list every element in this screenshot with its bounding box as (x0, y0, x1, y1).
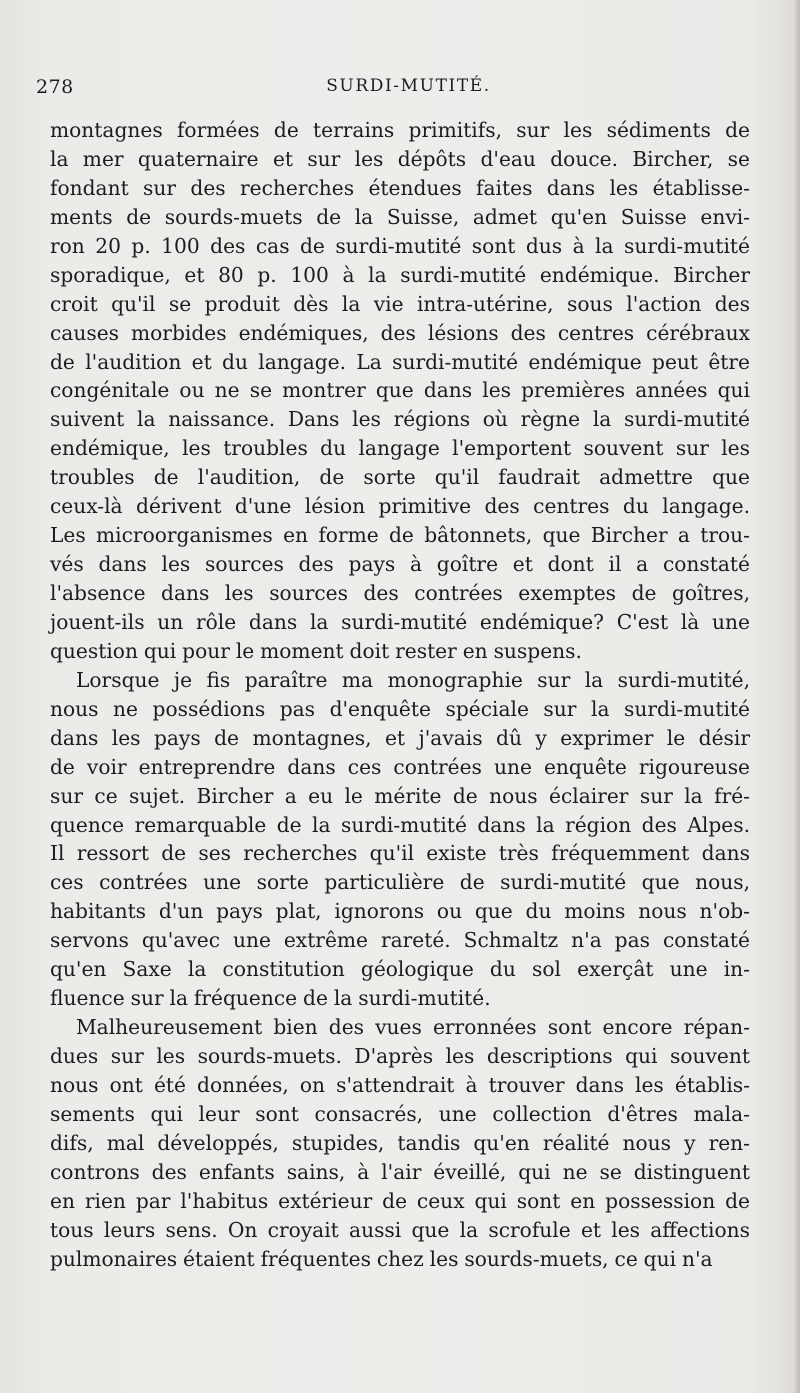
text-line: Les microorganismes en forme de bâtonnets, que Bircher a trou- (50, 523, 750, 548)
text-line: nous ont été données, on s'attendrait à trouver dans les établis- (50, 1072, 750, 1097)
text-line: sements qui leur sont consacrés, une collection d'êtres mala- (50, 1101, 750, 1126)
text-line: sur ce sujet. Bircher a eu le mérite de nous éclairer sur la fré- (50, 783, 750, 808)
text-line: Il ressort de ses recherches qu'il existe très fréquemment dans (50, 841, 750, 866)
text-line: causes morbides endémiques, des lésions des centres cérébraux (50, 320, 750, 345)
text-line: de voir entreprendre dans ces contrées une enquête rigoureuse (50, 754, 750, 779)
text-line: servons qu'avec une extrême rareté. Schmaltz n'a pas constaté (50, 928, 750, 953)
paragraph (50, 116, 750, 666)
paragraph (50, 1013, 750, 1273)
text-line: habitants d'un pays plat, ignorons ou que du moins nous n'ob- (50, 899, 750, 924)
text-line: tous leurs sens. On croyait aussi que la scrofule et les affections (50, 1217, 750, 1242)
page-header (36, 76, 736, 106)
text-line: nous ne possédions pas d'enquête spéciale sur la surdi-mutité (50, 696, 750, 721)
paragraph (50, 666, 750, 1013)
text-line: ces contrées une sorte particulière de surdi-mutité que nous, (50, 870, 750, 895)
text-line: question qui pour le moment doit rester en suspens. (50, 638, 582, 663)
text-line: dans les pays de montagnes, et j'avais dû y exprimer le désir (50, 725, 750, 750)
text-line: vés dans les sources des pays à goître et dont il a constaté (50, 552, 750, 577)
text-line: suivent la naissance. Dans les régions où règne la surdi-mutité (50, 407, 750, 432)
text-line: de l'audition et du langage. La surdi-mutité endémique peut être (50, 349, 750, 374)
text-line: Lorsque je fis paraître ma monographie sur la surdi-mutité, (76, 667, 750, 692)
text-line: Malheureusement bien des vues erronnées sont encore répan- (76, 1015, 750, 1040)
text-line: congénitale ou ne se montrer que dans les premières années qui (50, 378, 750, 403)
text-line: dues sur les sourds-muets. D'après les descriptions qui souvent (50, 1044, 750, 1068)
running-title: SURDI-MUTITÉ. (326, 76, 491, 96)
text-line: endémique, les troubles du langage l'emportent souvent sur les (50, 436, 750, 461)
page-edge-shadow (794, 0, 800, 1393)
text-line: controns des enfants sains, à l'air éveillé, qui ne se distinguent (50, 1159, 750, 1184)
text-line: fluence sur la fréquence de la surdi-mutité. (50, 986, 491, 1011)
text-line: l'absence dans les sources des contrées exemptes de goîtres, (50, 581, 750, 605)
text-line: la mer quaternaire et sur les dépôts d'eau douce. Bircher, se (50, 146, 750, 171)
text-line: quence remarquable de la surdi-mutité dans la région des Alpes. (50, 812, 750, 837)
body-text (50, 116, 750, 1274)
page-number: 278 (36, 76, 74, 98)
text-line: en rien par l'habitus extérieur de ceux qui sont en possession de (50, 1188, 750, 1213)
text-line: croit qu'il se produit dès la vie intra-utérine, sous l'action des (50, 291, 750, 316)
text-line: pulmonaires étaient fréquentes chez les sourds-muets, ce qui n'a (50, 1246, 713, 1271)
text-line: fondant sur des recherches étendues faites dans les établisse- (50, 175, 750, 200)
text-line: montagnes formées de terrains primitifs, sur les sédiments de (50, 118, 750, 142)
text-line: qu'en Saxe la constitution géologique du sol exerçât une in- (50, 957, 750, 982)
text-line: difs, mal développés, stupides, tandis qu'en réalité nous y ren- (50, 1130, 750, 1155)
text-line: ron 20 p. 100 des cas de surdi-mutité sont dus à la surdi-mutité (50, 233, 750, 258)
text-line: troubles de l'audition, de sorte qu'il faudrait admettre que (50, 465, 750, 490)
text-line: sporadique, et 80 p. 100 à la surdi-mutité endémique. Bircher (50, 262, 750, 287)
text-line: jouent-ils un rôle dans la surdi-mutité endémique? C'est là une (50, 609, 750, 634)
text-line: ments de sourds-muets de la Suisse, admet qu'en Suisse envi- (50, 204, 750, 229)
text-line: ceux-là dérivent d'une lésion primitive des centres du langage. (50, 494, 750, 519)
